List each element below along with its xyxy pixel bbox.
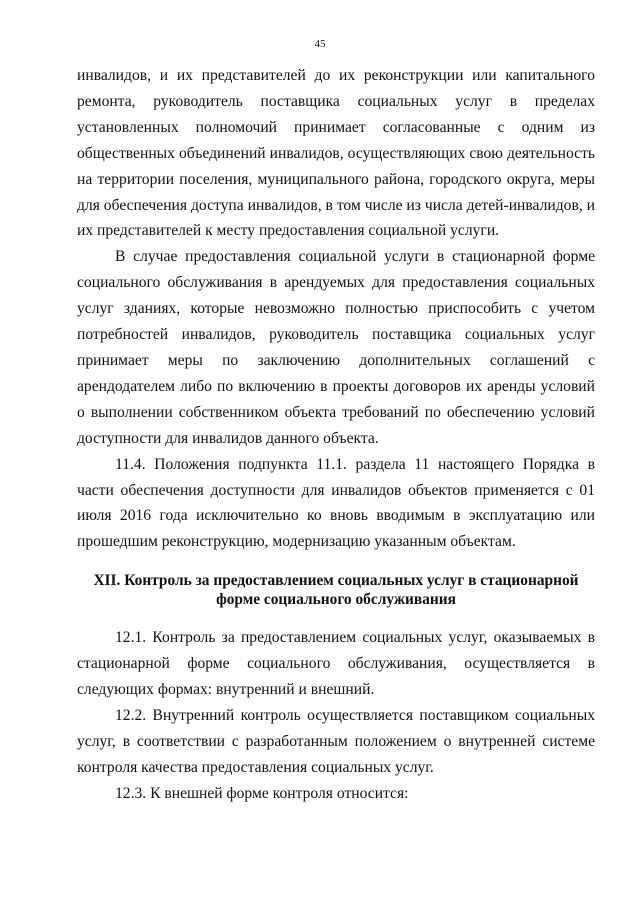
- document-body: [77, 63, 595, 807]
- paragraph-12-3: 12.3. К внешней форме контроля относится:: [115, 784, 409, 802]
- section-heading-xii: XII. Контроль за предоставлением социальных услуг в стационарной форме социального обслуживания: [93, 572, 579, 609]
- paragraph-leased-buildings: В случае предоставления социальной услуги в стационарной форме социального обслуживания в арендуемых для предоставления социальных услуг зданиях, которые невозможно полностью приспособить с учетом потребностей инвалидов, руководитель поставщика социальных услуг принимает меры по заключению дополнительных соглашений с арендодателем либо по включению в проекты договоров их аренды условий о выполнении собственником объекта требований по обеспечению условий доступности для инвалидов данного объекта.: [77, 248, 595, 447]
- paragraph-11-4: 11.4. Положения подпункта 11.1. раздела 11 настоящего Порядка в части обеспечения доступности для инвалидов объектов применяется с 01 июля 2016 года исключительно ко вновь вводимым в эксплуатацию или прошедшим реконструкцию, модернизацию указанным объектам.: [77, 455, 595, 551]
- paragraph-12-2: 12.2. Внутренний контроль осуществляется поставщиком социальных услуг, в соответствии с разработанным положением о внутренней системе контроля качества предоставления социальных услуг.: [77, 706, 595, 776]
- page-number: 45: [314, 38, 326, 50]
- paragraph-continuation: инвалидов, и их представителей до их реконструкции или капитального ремонта, руководитель поставщика социальных услуг в пределах установленных полномочий принимает согласованные с одним из общественных объединений инвалидов, осуществляющих свою деятельность на территории поселения, муниципального района, городского округа, меры для обеспечения доступа инвалидов, в том числе из числа детей-инвалидов, и их представителей к месту предоставления социальной услуги.: [77, 67, 595, 240]
- paragraph-12-1: 12.1. Контроль за предоставлением социальных услуг, оказываемых в стационарной форме социального обслуживания, осуществляется в следующих формах: внутренний и внешний.: [77, 629, 595, 699]
